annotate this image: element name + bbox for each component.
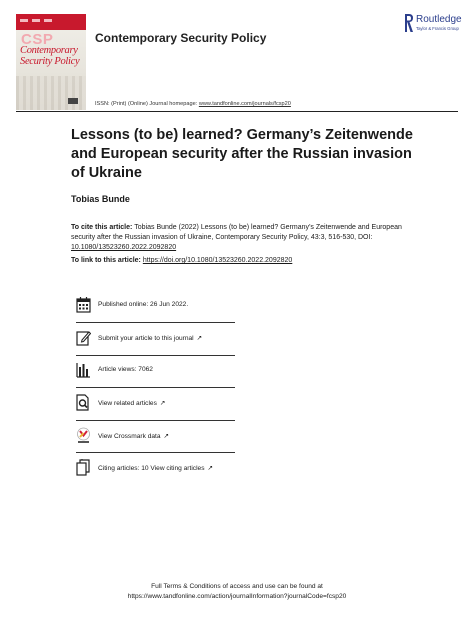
article-title: Lessons (to be) learned? Germany’s Zeitenwende and European security after the Russian invasion of Ukraine	[71, 127, 413, 181]
crossmark-icon	[76, 427, 91, 444]
related-articles-link[interactable]	[98, 399, 165, 407]
row-divider	[76, 355, 235, 356]
article-link-line	[71, 257, 292, 264]
external-link-icon: ↗	[196, 335, 203, 342]
citing-articles-link[interactable]	[98, 464, 213, 472]
issn-line	[95, 101, 291, 107]
calendar-icon	[76, 296, 91, 313]
publisher-tagline: Taylor & Francis Group	[416, 26, 459, 31]
row-divider	[76, 322, 235, 323]
article-views-label: Article views: 7062	[98, 366, 153, 373]
submit-article-link[interactable]	[98, 334, 202, 342]
issn-text: ISSN: (Print) (Online) Journal homepage:	[95, 101, 199, 107]
link-label: To link to this article:	[71, 257, 143, 264]
cover-red-strip	[16, 14, 86, 30]
citing-articles-row[interactable]	[76, 459, 236, 479]
cover-journal-title	[20, 45, 86, 67]
routledge-r-icon	[403, 13, 414, 33]
journal-homepage-link[interactable]: www.tandfonline.com/journals/fcsp20	[198, 101, 291, 107]
related-articles-row[interactable]	[76, 394, 236, 414]
bar-chart-icon	[76, 361, 91, 378]
related-articles-label: View related articles	[98, 400, 157, 407]
publisher-name: Routledge	[416, 14, 462, 25]
article-views-row	[76, 361, 236, 381]
row-divider	[76, 420, 235, 421]
article-doi-url[interactable]: https://doi.org/10.1080/13523260.2022.2092820	[142, 257, 293, 264]
cover-title-line-2: Security Policy	[20, 56, 80, 67]
publisher-logo	[403, 13, 465, 35]
external-link-icon: ↗	[163, 433, 170, 440]
journal-title: Contemporary Security Policy	[95, 31, 267, 45]
external-link-icon: ↗	[159, 400, 166, 407]
cover-abbreviation: CSP	[21, 31, 54, 48]
cover-publisher-logo	[68, 98, 78, 104]
terms-footer-url[interactable]: https://www.tandfonline.com/action/journalInformation?journalCode=fcsp20	[127, 593, 347, 600]
submit-article-row[interactable]	[76, 329, 236, 349]
edit-icon	[76, 329, 91, 346]
article-author: Tobias Bunde	[71, 194, 130, 204]
published-online-row	[76, 296, 236, 316]
published-online-label: Published online: 26 Jun 2022.	[98, 301, 189, 308]
row-divider	[76, 387, 235, 388]
citing-articles-label: Citing articles: 10 View citing articles	[98, 465, 205, 472]
cover-photo	[16, 76, 86, 110]
row-divider	[76, 452, 235, 453]
citation-doi-link[interactable]: 10.1080/13523260.2022.2092820	[71, 244, 177, 251]
cover-title-line-1: Contemporary	[20, 45, 78, 56]
crossmark-row[interactable]	[76, 427, 236, 447]
terms-footer-line-1: Full Terms & Conditions of access and use can be found at	[151, 583, 323, 590]
crossmark-label: View Crossmark data	[98, 433, 161, 440]
citation-label: To cite this article:	[71, 224, 135, 231]
journal-cover-image	[16, 14, 86, 110]
search-document-icon	[76, 394, 91, 411]
citing-articles-icon	[76, 459, 91, 476]
external-link-icon: ↗	[207, 465, 214, 472]
crossmark-link[interactable]	[98, 432, 169, 440]
citation-block	[71, 223, 406, 253]
header-divider	[16, 111, 458, 112]
submit-article-label: Submit your article to this journal	[98, 335, 194, 342]
citation-text: Tobias Bunde (2022) Lessons (to be) learned? Germany’s Zeitenwende and European security after the Russian invasion of Ukraine, Contemporary Security Policy, 43:3, 516-530, DOI:	[71, 224, 402, 241]
